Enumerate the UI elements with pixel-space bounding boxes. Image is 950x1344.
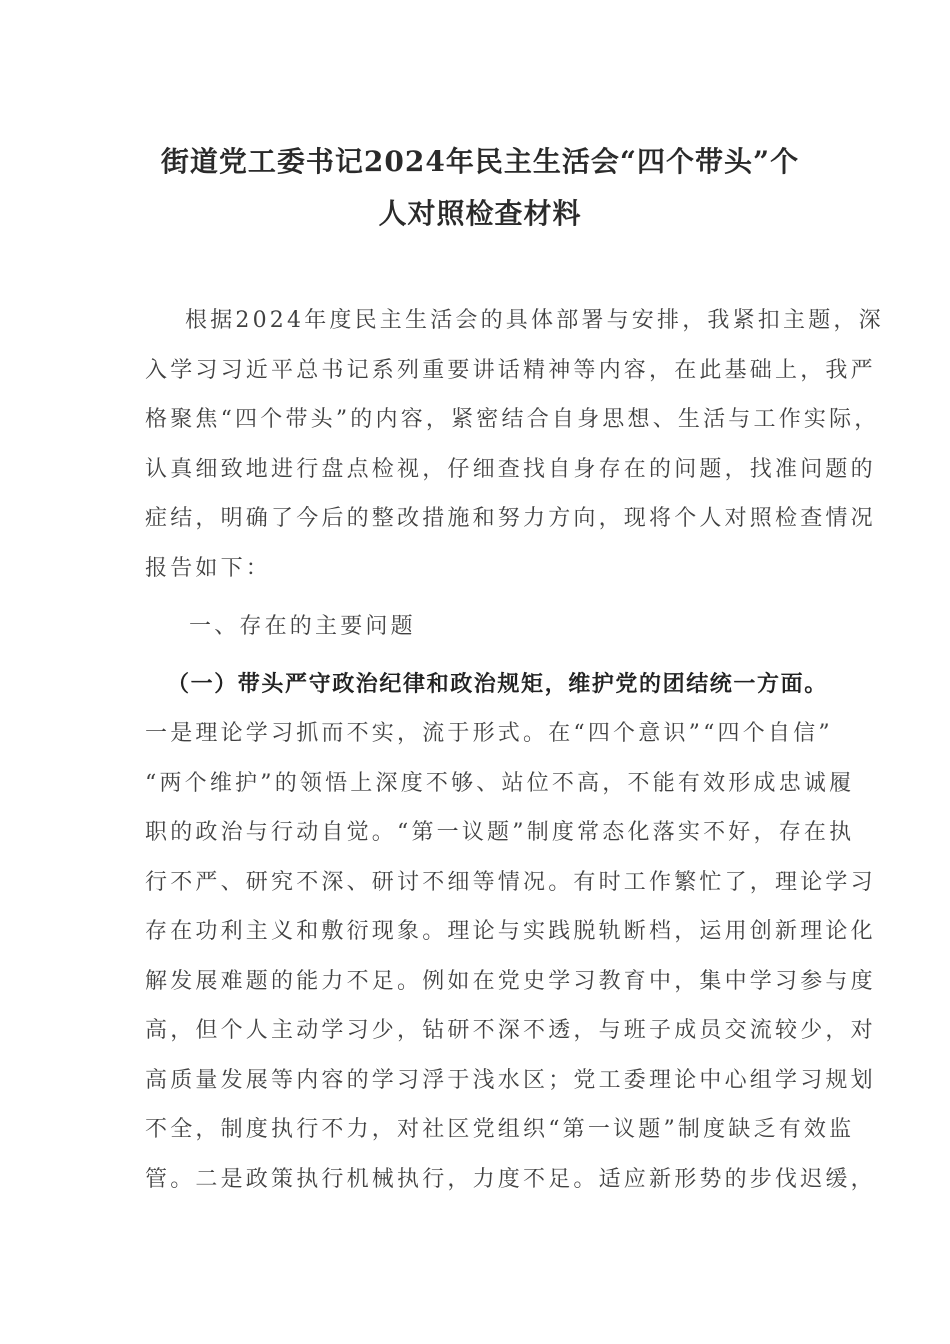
- body-line: 职的政治与行动自觉。“第一议题”制度常态化落实不好，存在执: [145, 820, 855, 845]
- subsection-heading: （一）带头严守政治纪律和政治规矩，维护党的团结统一方面。: [167, 670, 828, 697]
- body-line: 行不严、研究不深、研讨不细等情况。有时工作繁忙了，理论学习: [145, 869, 876, 895]
- body-line: 一是理论学习抓而不实，流于形式。在“四个意识”“四个自信”: [145, 721, 833, 746]
- title-line-1: 街道党工委书记2024年民主生活会“四个带头”个: [160, 145, 800, 178]
- body-line: 管。二是政策执行机械执行，力度不足。适应新形势的步伐迟缓，: [145, 1166, 876, 1192]
- intro-line: 入学习习近平总书记系列重要讲话精神等内容，在此基础上，我严: [145, 357, 876, 383]
- title-line-2: 人对照检查材料: [378, 197, 582, 230]
- intro-line: 认真细致地进行盘点检视，仔细查找自身存在的问题，找准问题的: [145, 456, 876, 482]
- intro-line: 症结，明确了今后的整改措施和努力方向，现将个人对照检查情况: [145, 506, 876, 531]
- document-body: [145, 296, 884, 1204]
- section-heading: 一、存在的主要问题: [189, 614, 416, 639]
- body-line: 高，但个人主动学习少，钻研不深不透，与班子成员交流较少，对: [145, 1018, 876, 1043]
- intro-line: 根据2024年度民主生活会的具体部署与安排，我紧扣主题，深: [185, 308, 884, 333]
- body-line: 存在功利主义和敷衍现象。理论与实践脱轨断档，运用创新理论化: [145, 919, 876, 944]
- document-title: [140, 136, 820, 240]
- intro-line: 报告如下：: [145, 555, 272, 581]
- body-line: 不全，制度执行不力，对社区党组织“第一议题”制度缺乏有效监: [145, 1117, 855, 1142]
- body-line: 解发展难题的能力不足。例如在党史学习教育中，集中学习参与度: [145, 968, 876, 994]
- body-line: “两个维护”的领悟上深度不够、站位不高，不能有效形成忠诚履: [145, 770, 855, 796]
- body-line: 高质量发展等内容的学习浮于浅水区；党工委理论中心组学习规划: [145, 1067, 876, 1093]
- intro-line: 格聚焦“四个带头”的内容，紧密结合自身思想、生活与工作实际，: [145, 407, 880, 432]
